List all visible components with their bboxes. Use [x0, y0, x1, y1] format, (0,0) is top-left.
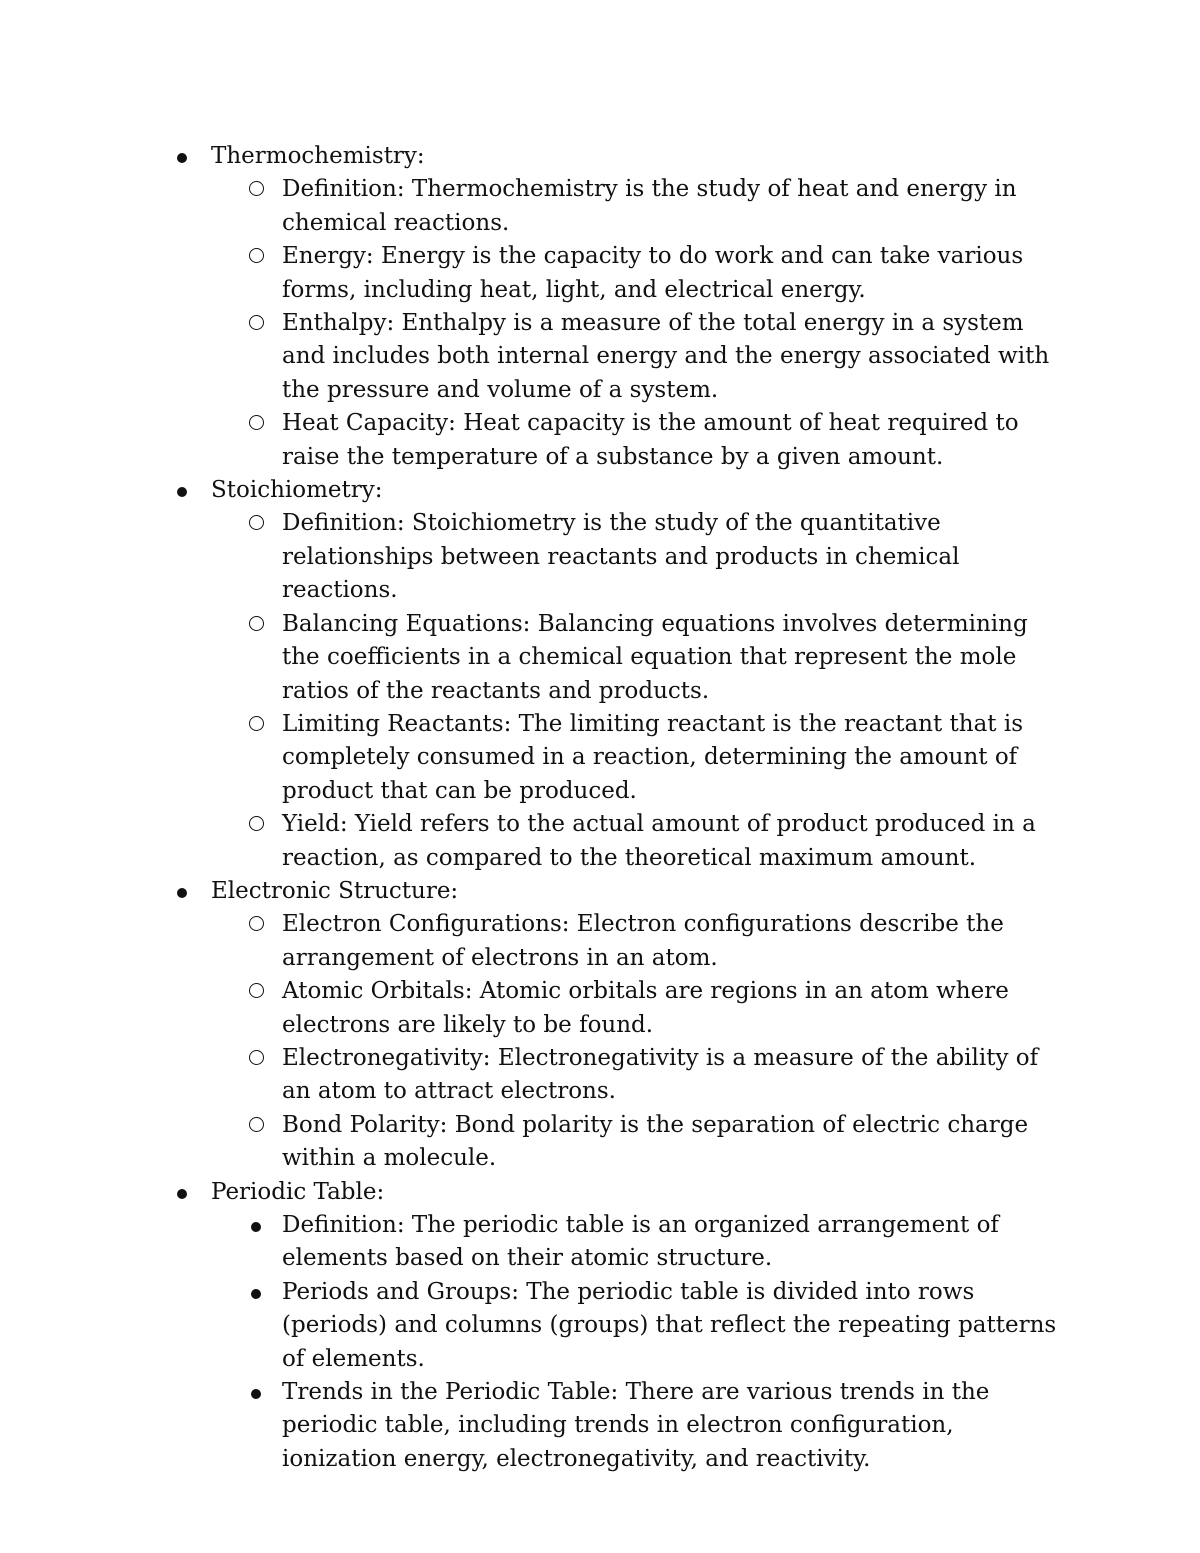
list-item: [0, 1042, 1200, 1109]
list-item-text: Electronegativity: Electronegativity is a measure of the ability of an atom to attract electrons.: [282, 1044, 1039, 1105]
list-item-text: Periods and Groups: The periodic table is divided into rows (periods) and columns (groups) that reflect the repeating patterns of elements.: [282, 1278, 1057, 1372]
list-item: [0, 1276, 1200, 1376]
filled-bullet-icon: [177, 888, 187, 898]
topic-list: [0, 140, 1200, 1476]
list-item-text: Limiting Reactants: The limiting reactant is the reactant that is completely consumed in a reaction, determining the amount of product that can be produced.: [282, 710, 1024, 804]
list-item: [0, 307, 1200, 407]
hollow-circle-bullet-icon: [249, 816, 264, 831]
topic-electronic-structure: [0, 875, 1200, 908]
list-item-text: Bond Polarity: Bond polarity is the separation of electric charge within a molecule.: [282, 1111, 1029, 1172]
topic-thermochemistry: [0, 140, 1200, 173]
topic-heading: Electronic Structure:: [211, 877, 459, 904]
filled-bullet-icon: [251, 1389, 261, 1399]
list-item-text: Electron Configurations: Electron configurations describe the arrangement of electrons in an atom.: [282, 911, 1004, 971]
list-item: [0, 975, 1200, 1042]
list-item-text: Yield: Yield refers to the actual amount of product produced in a reaction, as compared to the theoretical maximum amount.: [282, 811, 1036, 871]
notes-body: [0, 140, 1200, 1476]
topic-heading: Periodic Table:: [211, 1178, 385, 1205]
list-item: [0, 1209, 1200, 1276]
hollow-circle-bullet-icon: [249, 415, 264, 430]
list-item: [0, 407, 1200, 474]
hollow-circle-bullet-icon: [249, 916, 264, 931]
hollow-circle-bullet-icon: [249, 716, 264, 731]
hollow-circle-bullet-icon: [249, 315, 264, 330]
hollow-circle-bullet-icon: [249, 983, 264, 998]
hollow-circle-bullet-icon: [249, 1050, 264, 1065]
list-item: [0, 908, 1200, 975]
list-item: [0, 1376, 1200, 1476]
list-item-text: Trends in the Periodic Table: There are various trends in the periodic table, including trends in electron configuration, ionization energy, electronegativity, and reactivity.: [282, 1379, 990, 1472]
list-item: [0, 1109, 1200, 1176]
list-item-text: Enthalpy: Enthalpy is a measure of the total energy in a system and includes both internal energy and the energy associated with the pressure and volume of a system.: [282, 310, 1050, 403]
hollow-circle-bullet-icon: [249, 1117, 264, 1132]
list-item-text: Definition: The periodic table is an organized arrangement of elements based on their atomic structure.: [282, 1212, 999, 1272]
list-item: [0, 173, 1200, 240]
topic-heading: Stoichiometry:: [211, 477, 383, 504]
list-item: [0, 608, 1200, 708]
list-item-text: Atomic Orbitals: Atomic orbitals are regions in an atom where electrons are likely to be found.: [282, 978, 1009, 1038]
list-item: [0, 240, 1200, 307]
hollow-circle-bullet-icon: [249, 616, 264, 631]
list-item: [0, 507, 1200, 607]
filled-bullet-icon: [177, 1189, 187, 1199]
list-item-text: Energy: Energy is the capacity to do work and can take various forms, including heat, light, and electrical energy.: [282, 243, 1024, 303]
topic-stoichiometry: [0, 474, 1200, 507]
list-item-text: Definition: Stoichiometry is the study of the quantitative relationships between reactants and products in chemical reactions.: [282, 510, 960, 604]
filled-bullet-icon: [251, 1289, 261, 1299]
hollow-circle-bullet-icon: [249, 181, 264, 196]
hollow-circle-bullet-icon: [249, 515, 264, 530]
filled-bullet-icon: [177, 487, 187, 497]
topic-periodic-table: [0, 1176, 1200, 1209]
list-item: [0, 708, 1200, 808]
filled-bullet-icon: [177, 153, 187, 163]
list-item-text: Heat Capacity: Heat capacity is the amount of heat required to raise the temperature of a substance by a given amount.: [282, 410, 1019, 470]
topic-heading: Thermochemistry:: [211, 143, 425, 169]
filled-bullet-icon: [251, 1222, 261, 1232]
list-item: [0, 808, 1200, 875]
list-item-text: Balancing Equations: Balancing equations involves determining the coefficients in a chemical equation that represent the mole ratios of the reactants and products.: [282, 610, 1028, 704]
list-item-text: Definition: Thermochemistry is the study of heat and energy in chemical reactions.: [282, 176, 1017, 236]
hollow-circle-bullet-icon: [249, 248, 264, 263]
